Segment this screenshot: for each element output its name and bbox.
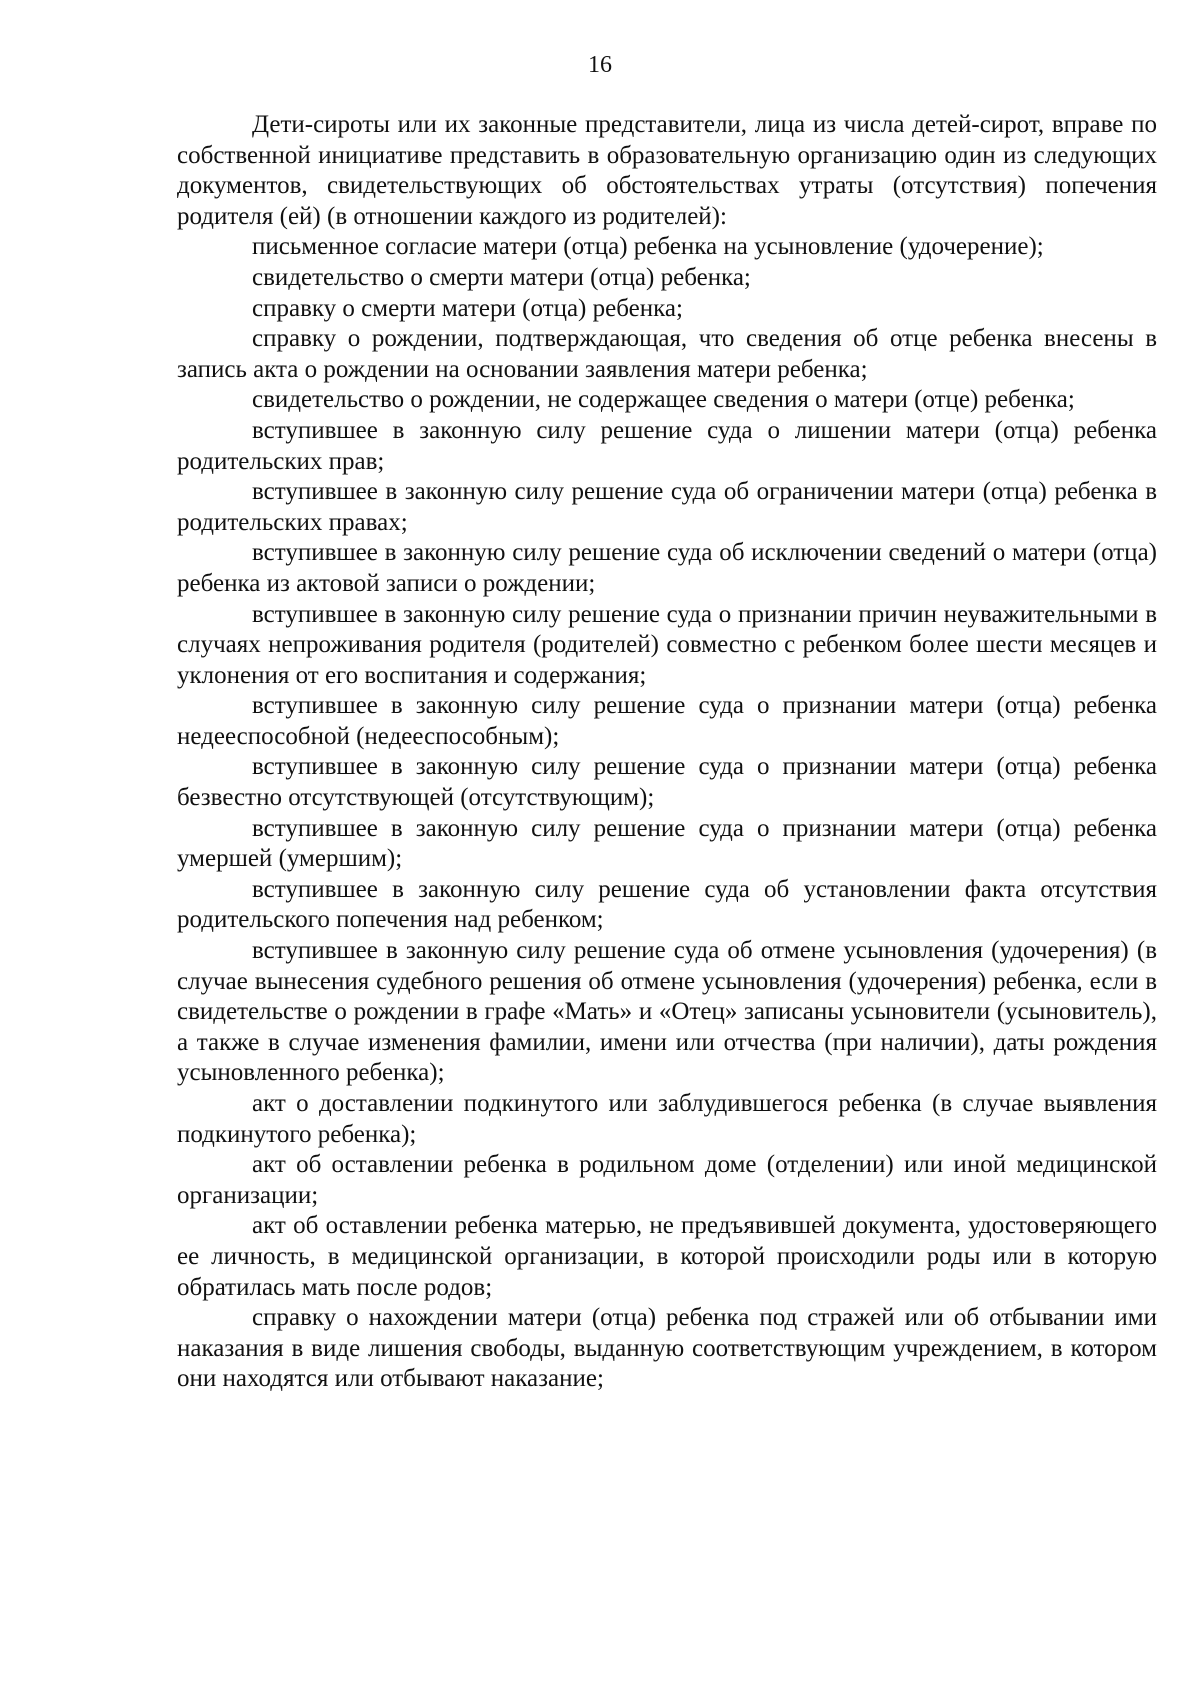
- list-item: акт об оставлении ребенка в родильном доме (отделении) или иной медицинской организации;: [177, 1151, 1157, 1209]
- list-item: свидетельство о рождении, не содержащее сведения о матери (отце) ребенка;: [252, 386, 1075, 414]
- list-item: справку о рождении, подтверждающая, что сведения об отце ребенка внесены в запись акта о рождении на основании заявления матери ребенка;: [177, 325, 1157, 383]
- list-item: вступившее в законную силу решение суда о признании матери (отца) ребенка недееспособной (недееспособным);: [177, 692, 1157, 750]
- list-item: вступившее в законную силу решение суда об отмене усыновления (удочерения) (в случае вынесения судебного решения об отмене усыновления (удочерения) ребенка, если в свидетельстве о рождении в графе «Мать» и «Отец» записаны усыновители (усыновитель), а также в случае изменения фамилии, имени или отчества (при наличии), даты рождения усыновленного ребенка);: [177, 937, 1157, 1087]
- list-item: акт о доставлении подкинутого или заблудившегося ребенка (в случае выявления подкинутого ребенка);: [177, 1090, 1157, 1148]
- paragraph-intro: Дети-сироты или их законные представители, лица из числа детей-сирот, вправе по собственной инициативе представить в образовательную организацию один из следующих документов, свидетельствующих об обстоятельствах утраты (отсутствия) попечения родителя (ей) (в отношении каждого из родителей):: [177, 111, 1157, 230]
- list-item: вступившее в законную силу решение суда о признании матери (отца) ребенка безвестно отсутствующей (отсутствующим);: [177, 753, 1157, 812]
- list-item: справку о смерти матери (отца) ребенка;: [252, 294, 683, 322]
- list-item: вступившее в законную силу решение суда о признании причин неуважительными в случаях непроживания родителя (родителей) совместно с ребенком более шести месяцев и уклонения от его воспитания и содержания;: [177, 600, 1157, 689]
- list-item: вступившее в законную силу решение суда о признании матери (отца) ребенка умершей (умершим);: [177, 814, 1157, 873]
- list-item: вступившее в законную силу решение суда об ограничении матери (отца) ребенка в родительских правах;: [177, 478, 1157, 536]
- list-item: вступившее в законную силу решение суда об установлении факта отсутствия родительского попечения над ребенком;: [177, 875, 1157, 934]
- list-item: вступившее в законную силу решение суда об исключении сведений о матери (отца) ребенка из актовой записи о рождении;: [177, 539, 1157, 597]
- list-item: свидетельство о смерти матери (отца) ребенка;: [252, 263, 751, 291]
- document-body: [177, 110, 1157, 1395]
- page-number: 16: [588, 52, 612, 78]
- list-item: вступившее в законную силу решение суда о лишении матери (отца) ребенка родительских прав;: [177, 416, 1157, 475]
- list-item: письменное согласие матери (отца) ребенка на усыновление (удочерение);: [252, 233, 1044, 261]
- list-item: справку о нахождении матери (отца) ребенка под стражей или об отбывании ими наказания в виде лишения свободы, выданную соответствующим учреждением, в котором они находятся или отбывают наказание;: [177, 1304, 1157, 1393]
- list-item: акт об оставлении ребенка матерью, не предъявившей документа, удостоверяющего ее личность, в медицинской организации, в которой происходили роды или в которую обратилась мать после родов;: [177, 1212, 1157, 1301]
